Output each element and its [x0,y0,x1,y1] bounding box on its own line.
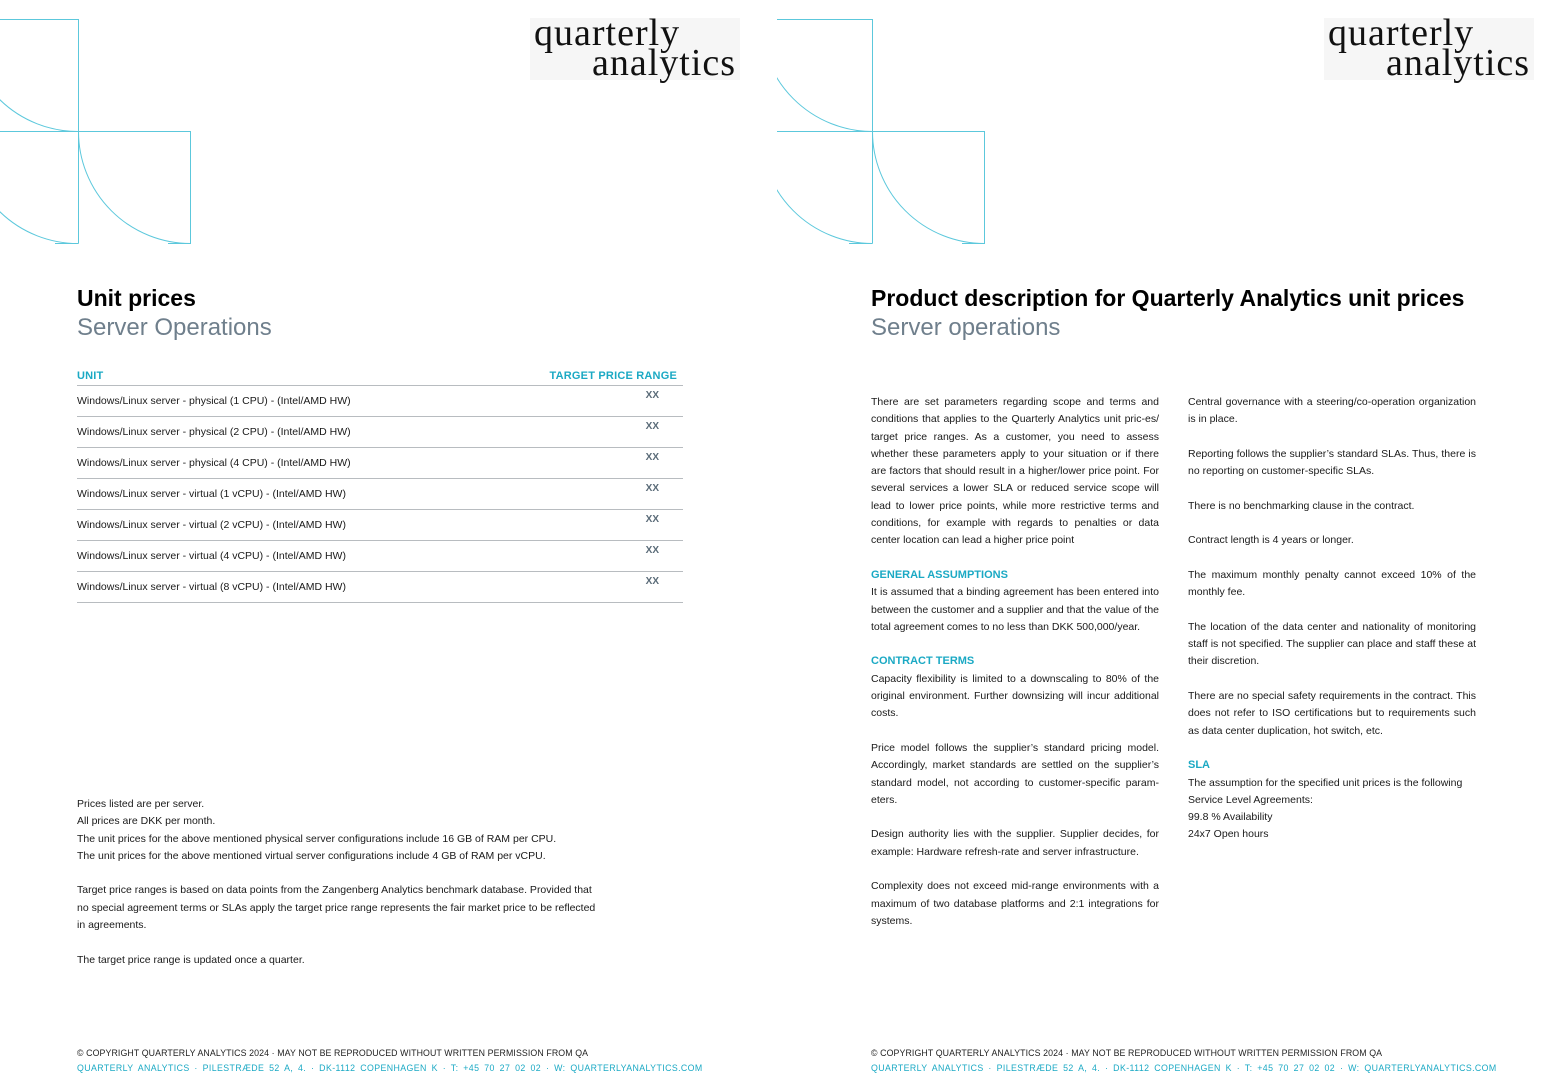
price-range-cell: XX [484,510,683,541]
contract-term-paragraph: The location of the data center and nationality of monitoring staff is not specified. The supplier can place and staff these at their discretion. [1188,620,1476,668]
contract-term-paragraph: Contract length is 4 years or longer. [1188,534,1354,547]
contract-term-paragraph: There are no special safety requirements in the contract. This does not refer to ISO certifications but to requirements such as data center duplication, hot switch, etc. [1188,690,1476,737]
contract-term-paragraph: Central governance with a steering/co-operation organization is in place. [1188,396,1476,426]
company-address: QUARTERLY ANALYTICS · PILESTRÆDE 52 A, 4. · DK-1112 COPENHAGEN K · T: +45 70 27 02 02 · W: QUARTERLYANALYTICS.COM [77,1063,703,1073]
contract-term-paragraph: The maximum monthly penalty cannot exceed 10% of the monthly fee. [1188,568,1476,599]
page-subtitle: Server operations [871,314,1061,341]
unit-cell: Windows/Linux server - virtual (8 vCPU) - (Intel/AMD HW) [77,572,484,603]
note-line: The unit prices for the above mentioned physical server configurations include 16 GB of RAM per CPU. [77,832,557,845]
pattern-arc-right [79,132,191,244]
unit-cell: Windows/Linux server - physical (1 CPU) - (Intel/AMD HW) [77,386,484,417]
note-line: Prices listed are per server. [77,798,205,810]
general-assumptions-text: It is assumed that a binding agreement has been entered into between the customer and a supplier and that the value of the total agreement comes to no less than DKK 500,000/year. [871,586,1159,633]
contract-term-paragraph: Design authority lies with the supplier. Supplier decides, for example: Hardware refresh-rate and server infrastructure. [871,828,1159,858]
description-column-left [871,394,1159,948]
unit-cell: Windows/Linux server - physical (4 CPU) - (Intel/AMD HW) [77,448,484,479]
sla-open-hours: 24x7 Open hours [1188,828,1269,841]
contract-term-paragraph: Capacity flexibility is limited to a downscaling to 80% of the original environment. Further downsizing will incur additional costs. [871,672,1159,720]
pattern-arc-upper [0,20,79,132]
note-paragraph: Target price ranges is based on data points from the Zangenberg Analytics benchmark database. Provided that no special agreement terms or SLAs apply the target price range represents the fair market price to be reflected in agreements. [77,884,596,932]
unit-cell: Windows/Linux server - virtual (1 vCPU) - (Intel/AMD HW) [77,479,484,510]
page-unit-prices [0,0,777,1087]
column-header-unit: UNIT [77,368,484,386]
note-line: The target price range is updated once a quarter. [77,953,305,966]
price-range-cell: XX [484,417,683,448]
decorative-arc-pattern [777,0,997,250]
page-title: Unit prices [77,285,196,311]
table-row [77,417,683,448]
pattern-arc-upper [777,20,873,132]
unit-cell: Windows/Linux server - virtual (2 vCPU) - (Intel/AMD HW) [77,510,484,541]
contract-term-paragraph: Reporting follows the supplier’s standard SLAs. Thus, there is no reporting on customer-specific SLAs. [1188,447,1476,478]
section-heading-sla: SLA [1188,759,1210,772]
price-range-cell: XX [484,572,683,603]
contract-term-paragraph: Price model follows the supplier’s standard pricing model. Accordingly, market standards are settled on the supplier’s standard model, not according to customer-specific param-eters. [871,741,1159,806]
table-row [77,510,683,541]
price-range-cell: XX [484,479,683,510]
table-row [77,479,683,510]
pattern-mid-line [0,132,191,244]
pattern-arc-lower [777,132,873,244]
note-line: The unit prices for the above mentioned virtual server configurations include 4 GB of RAM per vCPU. [77,849,546,862]
page-footer [871,1046,1497,1076]
sla-availability: 99.8 % Availability [1188,811,1273,824]
copyright-notice: © COPYRIGHT QUARTERLY ANALYTICS 2024 · MAY NOT BE REPRODUCED WITHOUT WRITTEN PERMISSION FROM QA [77,1048,589,1058]
note-line: All prices are DKK per month. [77,815,216,828]
copyright-notice: © COPYRIGHT QUARTERLY ANALYTICS 2024 · MAY NOT BE REPRODUCED WITHOUT WRITTEN PERMISSION FROM QA [871,1048,1383,1058]
section-heading-general-assumptions: GENERAL ASSUMPTIONS [871,568,1008,581]
pattern-arc-right [873,132,985,244]
decorative-arc-pattern [0,0,200,250]
pattern-arc-lower [0,132,79,244]
price-notes [77,796,597,969]
brand-logo: quarterly analytics [530,18,740,80]
company-address: QUARTERLY ANALYTICS · PILESTRÆDE 52 A, 4. · DK-1112 COPENHAGEN K · T: +45 70 27 02 02 · W: QUARTERLYANALYTICS.COM [871,1063,1497,1073]
table-row [77,386,683,417]
price-range-cell: XX [484,541,683,572]
unit-cell: Windows/Linux server - virtual (4 vCPU) - (Intel/AMD HW) [77,541,484,572]
unit-price-table [77,368,683,603]
price-range-cell: XX [484,448,683,479]
column-header-target-price-range: TARGET PRICE RANGE [484,368,683,386]
page-title: Product description for Quarterly Analytics unit prices [871,285,1465,311]
sla-intro: The assumption for the specified unit prices is the following Service Level Agreements: [1188,776,1463,806]
page-footer [77,1046,703,1076]
page-subtitle: Server Operations [77,314,272,341]
brand-logo: quarterly analytics [1324,18,1534,80]
table-row [77,541,683,572]
section-heading-contract-terms: CONTRACT TERMS [871,655,975,668]
table-row [77,572,683,603]
page-product-description [777,0,1559,1087]
description-column-right [1188,394,1476,844]
price-range-cell: XX [484,386,683,417]
contract-term-paragraph: There is no benchmarking clause in the contract. [1188,499,1415,512]
contract-term-paragraph: Complexity does not exceed mid-range environments with a maximum of two database platforms and 2:1 integrations for systems. [871,880,1159,927]
table-row [77,448,683,479]
pattern-mid-line [777,132,985,244]
intro-paragraph: There are set parameters regarding scope and terms and conditions that applies to the Quarterly Analytics unit pric-es/ target price ranges. As a customer, you need to assess whether these parameters apply to your situation or if there are factors that should result in a higher/lower price point. For several services a lower SLA or reduced service scope will lead to lower price points, while more restrictive terms and conditions, for example with regards to penalties or data center location can lead a higher price point [871,396,1159,547]
unit-cell: Windows/Linux server - physical (2 CPU) - (Intel/AMD HW) [77,417,484,448]
